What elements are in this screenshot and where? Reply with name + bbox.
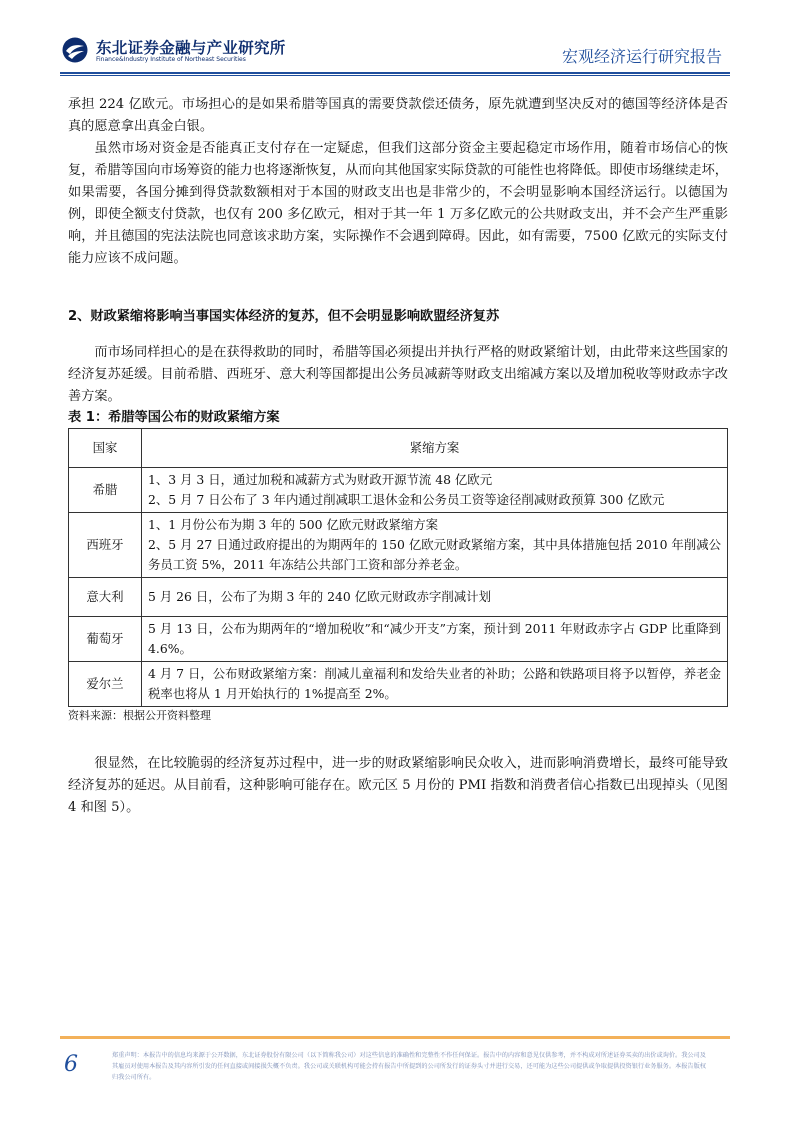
table-row bbox=[69, 578, 728, 617]
plan-line: 2、5 月 7 日公布了 3 年内通过削减职工退休金和公务员工资等途径削减财政预算 300 亿欧元 bbox=[148, 492, 665, 507]
page-header bbox=[0, 0, 794, 80]
table-header-row bbox=[69, 429, 728, 468]
country-cell: 意大利 bbox=[69, 578, 142, 617]
paragraph-4: 很显然，在比较脆弱的经济复苏过程中，进一步的财政紧缩影响民众收入，进而影响消费增长，最终可能导致经济复苏的延迟。从目前看，这种影响可能存在。欧元区 5 月份的 PMI 指数和消费者信心指数已出现掉头（见图 4 和图 5）。 bbox=[68, 756, 728, 815]
table-row bbox=[69, 513, 728, 578]
country-cell: 希腊 bbox=[69, 468, 142, 513]
paragraph-2: 虽然市场对资金是否能真正支付存在一定疑虑，但我们这部分资金主要起稳定市场作用，随着市场信心的恢复，希腊等国向市场筹资的能力也将逐渐恢复，从而向其他国家实际贷款的可能性也将降低。即使市场继续走坏，如果需要，各国分摊到得贷款数额相对于本国的财政支出也是非常少的，不会明显影响本国经济运行。以德国为例，即使全额支付贷款，也仅有 200 多亿欧元，相对于其一年 1 万多亿欧元的公共财政支出，并不会产生严重影响，并且德国的宪法法院也同意该求助方案，实际操作不会遇到障碍。因此，如有需要，7500 亿欧元的实际支付能力应该不成问题。 bbox=[68, 141, 728, 266]
plan-cell bbox=[142, 513, 728, 578]
table-row bbox=[69, 662, 728, 707]
header-plan: 紧缩方案 bbox=[142, 429, 728, 468]
table-title: 表 1：希腊等国公布的财政紧缩方案 bbox=[68, 410, 280, 425]
plan-line: 4 月 7 日，公布财政紧缩方案：削减儿童福利和发给失业者的补助；公路和铁路项目将予以暂停，养老金税率也将从 1 月开始执行的 1%提高至 2%。 bbox=[148, 666, 721, 701]
page-number: 6 bbox=[64, 1052, 78, 1077]
company-logo-icon bbox=[62, 37, 88, 63]
section-heading-2: 2、财政紧缩将影响当事国实体经济的复苏，但不会明显影响欧盟经济复苏 bbox=[68, 309, 500, 324]
plan-line: 5 月 13 日，公布为期两年的“增加税收”和“减少开支”方案，预计到 2011 年财政赤字占 GDP 比重降到 4.6%。 bbox=[148, 621, 721, 656]
paragraph-1: 承担 224 亿欧元。市场担心的是如果希腊等国真的需要贷款偿还债务，原先就遭到坚决反对的德国等经济体是否真的愿意拿出真金白银。 bbox=[68, 97, 728, 134]
legal-disclaimer: 郑重声明：本报告中的信息均来源于公开数据，东北证券股份有限公司（以下简称我公司）对这些信息的准确性和完整性不作任何保证。报告中的内容和意见仅供参考，并不构成对所述证券买卖的出价或询价。我公司及其雇员对使用本报告及其内容所引发的任何直接或间接损失概不负责。我公司或关联机构可能会持有报告中所提到的公司所发行的证券头寸并进行交易，还可能为这些公司提供或争取提供投资银行业务服务。本报告版权归我公司所有。 bbox=[112, 1052, 706, 1081]
austerity-table bbox=[68, 428, 728, 707]
country-cell: 葡萄牙 bbox=[69, 617, 142, 662]
plan-line: 5 月 26 日，公布了为期 3 年的 240 亿欧元财政赤字削减计划 bbox=[148, 589, 491, 604]
company-name-cn: 东北证券金融与产业研究所 bbox=[96, 39, 286, 57]
plan-line: 1、1 月份公布为期 3 年的 500 亿欧元财政紧缩方案 bbox=[148, 517, 439, 532]
table-source: 资料来源：根据公开资料整理 bbox=[68, 709, 211, 722]
plan-line: 2、5 月 27 日通过政府提出的为期两年的 150 亿欧元财政紧缩方案，其中具体措施包括 2010 年削减公务员工资 5%，2011 年冻结公共部门工资和部分养老金。 bbox=[148, 537, 721, 572]
country-cell: 西班牙 bbox=[69, 513, 142, 578]
plan-cell bbox=[142, 578, 728, 617]
table-row bbox=[69, 468, 728, 513]
plan-cell bbox=[142, 468, 728, 513]
company-name-en: Finance&Industry Institute of Northeast Securities bbox=[96, 56, 246, 63]
footer-divider bbox=[60, 1036, 730, 1039]
header-divider bbox=[60, 72, 730, 74]
report-type-title: 宏观经济运行研究报告 bbox=[561, 47, 722, 66]
paragraph-3: 而市场同样担心的是在获得救助的同时，希腊等国必须提出并执行严格的财政紧缩计划，由此带来这些国家的经济复苏延缓。目前希腊、西班牙、意大利等国都提出公务员减薪等财政支出缩减方案以及增加税收等财政赤字改善方案。 bbox=[68, 345, 728, 404]
main-content bbox=[68, 94, 728, 819]
table-row bbox=[69, 617, 728, 662]
header-country: 国家 bbox=[69, 429, 142, 468]
plan-line: 1、3 月 3 日，通过加税和减薪方式为财政开源节流 48 亿欧元 bbox=[148, 472, 493, 487]
plan-cell bbox=[142, 662, 728, 707]
header-divider-thin bbox=[60, 75, 730, 76]
country-cell: 爱尔兰 bbox=[69, 662, 142, 707]
plan-cell bbox=[142, 617, 728, 662]
